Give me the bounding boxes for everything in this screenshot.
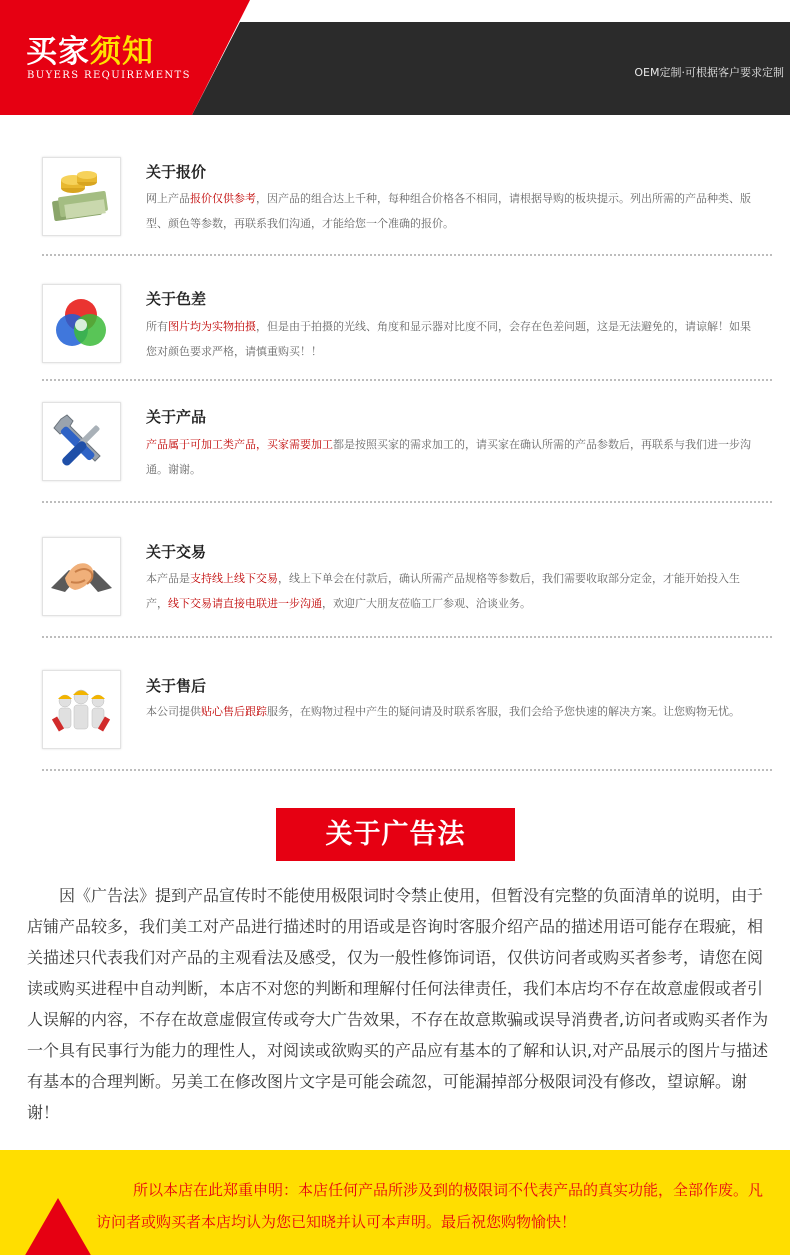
- adlaw-body: 因《广告法》提到产品宣传时不能使用极限词时令禁止使用，但暂没有完整的负面清单的说明，由于店铺产品较多，我们美工对产品进行描述时的用语或是咨询时客服介绍产品的描述用语可能存在瑕疵，相关描述只代表我们对产品的主观看法及感受，仅为一般性修饰词语，仅供访问者或购买者参考，请您在阅读或购买进程中自动判断，本店不对您的判断和理解付任何法律责任，我们本店均不存在故意虚假或者引人误解的内容，不存在故意虚假宣传或夸大广告效果，不存在故意欺骗或误导消费者,访问者或购买者作为一个具有民事行为能力的理性人，对阅读或欲购买的产品应有基本的了解和认识,对产品展示的图片与描述有基本的合理判断。另美工在修改图片文字是可能会疏忽，可能漏掉部分极限词没有修改，望谅解。谢谢！: [27, 886, 769, 1122]
- section-text: [146, 432, 751, 482]
- section-text: [146, 186, 751, 236]
- handshake-icon: [42, 537, 121, 616]
- text-segment: ，线上下单会在付款后，确认所需产品规格等参数后，我们需要收取部分定金，才能开始投入生产，: [146, 572, 740, 610]
- divider: [42, 636, 772, 638]
- text-segment: 本公司提供: [146, 705, 201, 718]
- section-text: [146, 699, 751, 724]
- section-title: 关于报价: [146, 163, 207, 181]
- divider: [42, 379, 772, 381]
- header-banner: [0, 0, 790, 115]
- text-highlight: 线下交易请直接电联进一步沟通: [168, 597, 322, 610]
- text-segment: 都是按照买家的需求加工的，请买家在确认所需的产品参数后，再联系与我们进一步沟通。谢谢。: [146, 438, 751, 476]
- text-highlight: 支持线上线下交易: [190, 572, 278, 585]
- divider: [42, 254, 772, 256]
- section-title: 关于交易: [146, 543, 207, 561]
- coins-money-icon: [42, 157, 121, 236]
- warning-triangle-icon: [20, 1198, 96, 1255]
- text-highlight: 报价仅供参考: [190, 192, 256, 205]
- adlaw-title: 关于广告法: [276, 808, 515, 861]
- page-title-highlight: 须知: [90, 34, 154, 70]
- divider: [42, 501, 772, 503]
- page-title: [26, 26, 154, 71]
- text-segment: ，因产品的组合达上千种，每种组合价格各不相同，请根据导购的板块提示。列出所需的产品种类、版型、颜色等参数，再联系我们沟通，才能给您一个准确的报价。: [146, 192, 751, 230]
- text-segment: ，欢迎广大朋友莅临工厂参观、洽谈业务。: [322, 597, 531, 610]
- text-segment: 网上产品: [146, 192, 190, 205]
- page-title-main: 买家: [26, 34, 90, 70]
- text-highlight: 贴心售后跟踪: [201, 705, 267, 718]
- section-title: 关于色差: [146, 290, 207, 308]
- text-segment: 本产品是: [146, 572, 190, 585]
- tools-icon: [42, 402, 121, 481]
- text-highlight: 产品属于可加工类产品，买家需要加工: [146, 438, 333, 451]
- text-highlight: 图片均为实物拍摄: [168, 320, 256, 333]
- disclaimer-footer: [0, 1150, 790, 1255]
- page-subtitle: BUYERS REQUIREMENTS: [27, 70, 191, 81]
- workers-icon: [42, 670, 121, 749]
- text-segment: ，但是由于拍摄的光线、角度和显示器对比度不同，会存在色差问题，这是无法避免的，请谅解！如果您对颜色要求严格，请慎重购买！！: [146, 320, 751, 358]
- color-rgb-icon: [42, 284, 121, 363]
- section-title: 关于售后: [146, 677, 207, 695]
- section-text: [146, 566, 751, 616]
- oem-note: OEM定制·可根据客户要求定制: [634, 66, 784, 79]
- section-title: 关于产品: [146, 408, 207, 426]
- section-text: [146, 314, 751, 364]
- disclaimer-text: 所以本店在此郑重申明：本店任何产品所涉及到的极限词不代表产品的真实功能，全部作废。凡访问者或购买者本店均认为您已知晓并认可本声明。最后祝您购物愉快！: [96, 1181, 764, 1231]
- text-segment: 所有: [146, 320, 168, 333]
- text-segment: 服务，在购物过程中产生的疑问请及时联系客服，我们会给予您快速的解决方案。让您购物无忧。: [267, 705, 740, 718]
- divider: [42, 769, 772, 771]
